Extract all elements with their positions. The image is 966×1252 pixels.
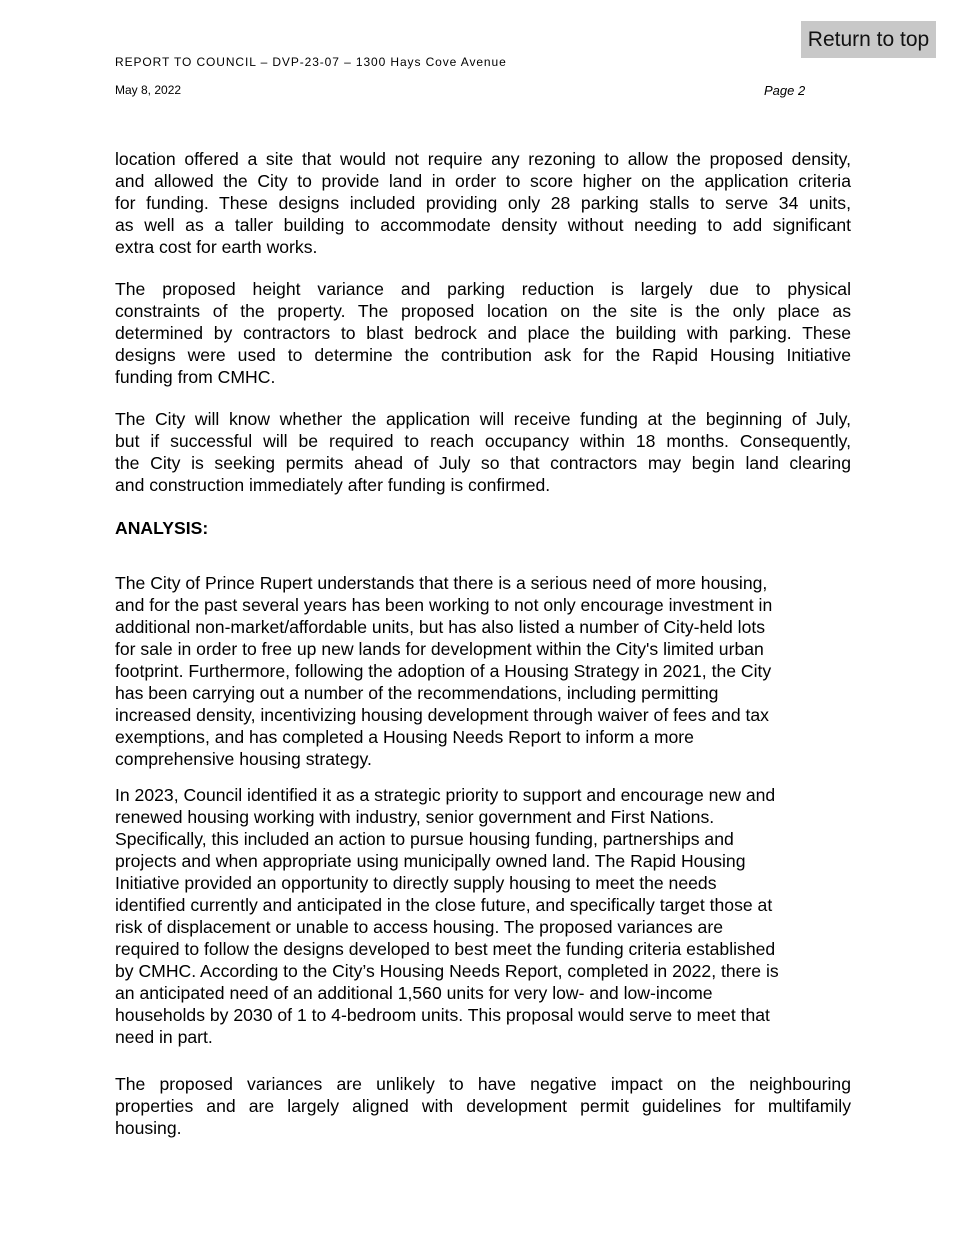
text-line: The City will know whether the application will receive funding at the beginning of July, (115, 409, 851, 429)
text-line: by CMHC. According to the City’s Housing Needs Report, completed in 2022, there is (115, 961, 779, 981)
text-line: as well as a taller building to accommodate density without needing to add significant (115, 215, 851, 235)
paragraph-height-variance (115, 278, 851, 388)
text-line: the City is seeking permits ahead of July so that contractors may begin land clearing (115, 453, 851, 473)
paragraph-variance-impact (115, 1073, 851, 1139)
text-line: increased density, incentivizing housing development through waiver of fees and tax (115, 705, 769, 725)
text-line: need in part. (115, 1027, 213, 1047)
text-line: constraints of the property. The proposed location on the site is the only place as (115, 301, 851, 321)
page-number: Page 2 (764, 83, 806, 98)
text-line: has been carrying out a number of the recommendations, including permitting (115, 683, 719, 703)
text-line: projects and when appropriate using municipally owned land. The Rapid Housing (115, 851, 746, 871)
text-line: properties and are largely aligned with development permit guidelines for multifamily (115, 1096, 851, 1116)
text-line: funding from CMHC. (115, 367, 276, 387)
text-line: The proposed variances are unlikely to have negative impact on the neighbouring (115, 1074, 851, 1094)
text-line: Specifically, this included an action to pursue housing funding, partnerships and (115, 829, 734, 849)
return-to-top-button[interactable]: Return to top (801, 21, 936, 58)
paragraph-site-location (115, 148, 851, 258)
text-line: risk of displacement or unable to access housing. The proposed variances are (115, 917, 723, 937)
text-line: extra cost for earth works. (115, 237, 318, 257)
text-line: Initiative provided an opportunity to directly supply housing to meet the needs (115, 873, 717, 893)
paragraph-funding-timeline (115, 408, 851, 496)
text-line: The proposed height variance and parking reduction is largely due to physical (115, 279, 851, 299)
text-line: additional non-market/affordable units, but has also listed a number of City-held lots (115, 617, 766, 637)
text-line: location offered a site that would not require any rezoning to allow the proposed density, (115, 149, 851, 169)
text-line: households by 2030 of 1 to 4-bedroom units. This proposal would serve to meet that (115, 1005, 770, 1025)
text-line: required to follow the designs developed to best meet the funding criteria established (115, 939, 776, 959)
text-line: In 2023, Council identified it as a strategic priority to support and encourage new and (115, 785, 776, 805)
text-line: but if successful will be required to reach occupancy within 18 months. Consequently, (115, 431, 851, 451)
report-title: REPORT TO COUNCIL – DVP-23-07 – 1300 Hays Cove Avenue (115, 55, 507, 69)
text-line: an anticipated need of an additional 1,560 units for very low- and low-income (115, 983, 713, 1003)
text-line: and for the past several years has been working to not only encourage investment in (115, 595, 773, 615)
text-line: renewed housing working with industry, senior government and First Nations. (115, 807, 715, 827)
text-line: determined by contractors to blast bedrock and place the building with parking. These (115, 323, 851, 343)
text-line: for funding. These designs included providing only 28 parking stalls to serve 34 units, (115, 193, 851, 213)
analysis-heading: ANALYSIS: (115, 518, 209, 538)
text-line: footprint. Furthermore, following the adoption of a Housing Strategy in 2021, the City (115, 661, 772, 681)
text-line: exemptions, and has completed a Housing Needs Report to inform a more (115, 727, 694, 747)
text-line: and construction immediately after funding is confirmed. (115, 475, 551, 495)
text-line: and allowed the City to provide land in order to score higher on the application criteria (115, 171, 851, 191)
text-line: The City of Prince Rupert understands that there is a serious need of more housing, (115, 573, 768, 593)
text-line: housing. (115, 1118, 182, 1138)
paragraph-council-priority (115, 784, 851, 1048)
text-line: designs were used to determine the contribution ask for the Rapid Housing Initiative (115, 345, 851, 365)
report-date: May 8, 2022 (115, 83, 182, 97)
paragraph-housing-need (115, 572, 851, 770)
text-line: comprehensive housing strategy. (115, 749, 372, 769)
text-line: identified currently and anticipated in the close future, and specifically target those at (115, 895, 773, 915)
text-line: for sale in order to free up new lands for development within the City's limited urban (115, 639, 764, 659)
